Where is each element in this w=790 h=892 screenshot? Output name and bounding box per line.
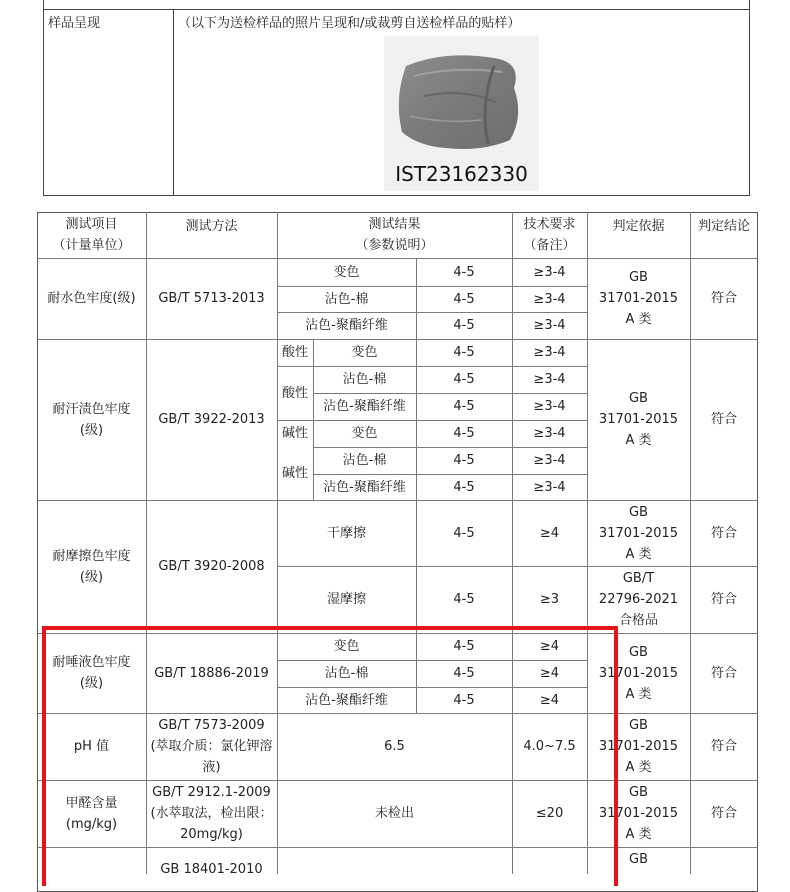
rub-value: 4-5 xyxy=(453,525,475,541)
sample-photo xyxy=(384,36,539,191)
rub-req: ≥4 xyxy=(539,525,560,541)
ph-conclusion: 符合 xyxy=(710,739,737,754)
header-conclusion: 判定结论 xyxy=(697,218,750,234)
saliva-conclusion: 符合 xyxy=(710,665,737,681)
saliva-item: 耐唾液色牢度 (级) xyxy=(52,655,131,691)
ph-value: 6.5 xyxy=(384,739,405,754)
sample-note: （以下为送检样品的照片呈现和/或裁剪自送检样品的贴样） xyxy=(178,16,521,31)
header-basis: 判定依据 xyxy=(612,218,665,234)
saliva-param: 沾色-棉 xyxy=(324,666,369,681)
water-param: 沾色-棉 xyxy=(324,291,369,307)
sweat-req: ≥3-4 xyxy=(533,426,566,441)
partial-basis: GB xyxy=(629,852,648,867)
rub-item: 耐摩擦色牢度 (级) xyxy=(52,548,131,585)
sweat-param: 沾色-棉 xyxy=(342,372,387,387)
ph-method: GB/T 7573-2009 (萃取介质：氯化钾溶 液) xyxy=(150,718,273,775)
water-value: 4-5 xyxy=(453,318,475,333)
rub-value: 4-5 xyxy=(453,592,475,607)
rub-param: 干摩擦 xyxy=(326,525,366,541)
sweat-item: 耐汗渍色牢度 (级) xyxy=(52,401,131,438)
partial-method: GB 18401-2010 xyxy=(160,862,263,877)
water-value: 4-5 xyxy=(453,264,475,280)
water-param: 沾色-聚酯纤维 xyxy=(305,318,388,333)
saliva-value: 4-5 xyxy=(453,666,475,681)
saliva-value: 4-5 xyxy=(453,692,475,708)
saliva-basis: GB 31701-2015 A 类 xyxy=(598,644,679,702)
sweat-req: ≥3-4 xyxy=(533,453,566,468)
sample-photo-code: IST23162330 xyxy=(395,162,528,186)
water-req: ≥3-4 xyxy=(533,264,566,280)
formaldehyde-method: GB/T 2912.1-2009 (水萃取法，检出限： 20mg/kg) xyxy=(150,785,273,842)
rub-param: 湿摩擦 xyxy=(326,592,366,607)
sweat-req: ≥3-4 xyxy=(533,345,566,360)
formaldehyde-conclusion: 符合 xyxy=(710,806,737,821)
formaldehyde-item: 甲醛含量 (mg/kg) xyxy=(65,795,118,832)
water-conclusion: 符合 xyxy=(710,291,737,306)
water-param: 变色 xyxy=(333,264,360,280)
saliva-value: 4-5 xyxy=(453,639,475,654)
sweat-group: 碱性 xyxy=(281,426,308,441)
sweat-param: 沾色-聚酯纤维 xyxy=(323,479,406,495)
rub-method: GB/T 3920-2008 xyxy=(158,559,265,574)
sweat-value: 4-5 xyxy=(453,453,475,468)
sweat-basis: GB 31701-2015 A 类 xyxy=(598,391,679,448)
highlight-box xyxy=(42,626,618,886)
rub-req: ≥3 xyxy=(539,592,560,607)
sweat-req: ≥3-4 xyxy=(533,372,566,387)
header-result: 测试结果 （参数说明） xyxy=(355,217,434,253)
sweat-value: 4-5 xyxy=(453,399,475,414)
formaldehyde-value: 未检出 xyxy=(374,806,414,821)
ph-item: pH 值 xyxy=(73,739,110,754)
sweat-value: 4-5 xyxy=(453,479,475,495)
sweat-param: 变色 xyxy=(351,345,378,360)
sweat-param: 变色 xyxy=(351,426,378,441)
rub-basis: GB/T 22796-2021 合格品 xyxy=(598,571,679,628)
sample-col-divider xyxy=(173,9,174,196)
sweat-group: 碱性 xyxy=(281,466,308,481)
saliva-method: GB/T 18886-2019 xyxy=(154,665,269,681)
sample-top-divider xyxy=(43,9,750,10)
sweat-param: 沾色-棉 xyxy=(342,453,387,468)
sweat-value: 4-5 xyxy=(453,372,475,387)
saliva-req: ≥4 xyxy=(539,639,560,654)
ph-basis: GB 31701-2015 A 类 xyxy=(598,718,679,775)
saliva-req: ≥4 xyxy=(539,692,560,708)
rub-basis: GB 31701-2015 A 类 xyxy=(598,504,679,562)
sweat-req: ≥3-4 xyxy=(533,479,566,495)
water-req: ≥3-4 xyxy=(533,291,566,307)
ph-req: 4.0~7.5 xyxy=(523,739,576,754)
formaldehyde-basis: GB 31701-2015 A 类 xyxy=(598,785,679,842)
rub-conclusion: 符合 xyxy=(710,525,737,541)
water-req: ≥3-4 xyxy=(533,318,566,333)
saliva-req: ≥4 xyxy=(539,666,560,681)
sweat-method: GB/T 3922-2013 xyxy=(158,412,265,427)
sweat-req: ≥3-4 xyxy=(533,399,566,414)
water-basis: GB 31701-2015 A 类 xyxy=(598,270,679,327)
sweat-value: 4-5 xyxy=(453,426,475,441)
rub-conclusion: 符合 xyxy=(710,592,737,607)
water-item: 耐水色牢度(级) xyxy=(47,291,136,306)
water-value: 4-5 xyxy=(453,291,475,307)
formaldehyde-req: ≤20 xyxy=(535,806,564,821)
water-method: GB/T 5713-2013 xyxy=(158,291,265,306)
saliva-param: 沾色-聚酯纤维 xyxy=(305,692,388,708)
sweat-value: 4-5 xyxy=(453,345,475,360)
sweat-group: 酸性 xyxy=(281,385,308,401)
saliva-param: 变色 xyxy=(333,639,360,654)
header-method: 测试方法 xyxy=(185,218,238,234)
sample-label: 样品呈现 xyxy=(48,16,101,31)
header-requirement: 技术要求 （备注） xyxy=(523,217,576,253)
sweat-group: 酸性 xyxy=(281,345,308,360)
sweat-conclusion: 符合 xyxy=(710,412,737,427)
header-item: 测试项目 （计量单位） xyxy=(52,217,131,253)
sweat-param: 沾色-聚酯纤维 xyxy=(323,399,406,414)
